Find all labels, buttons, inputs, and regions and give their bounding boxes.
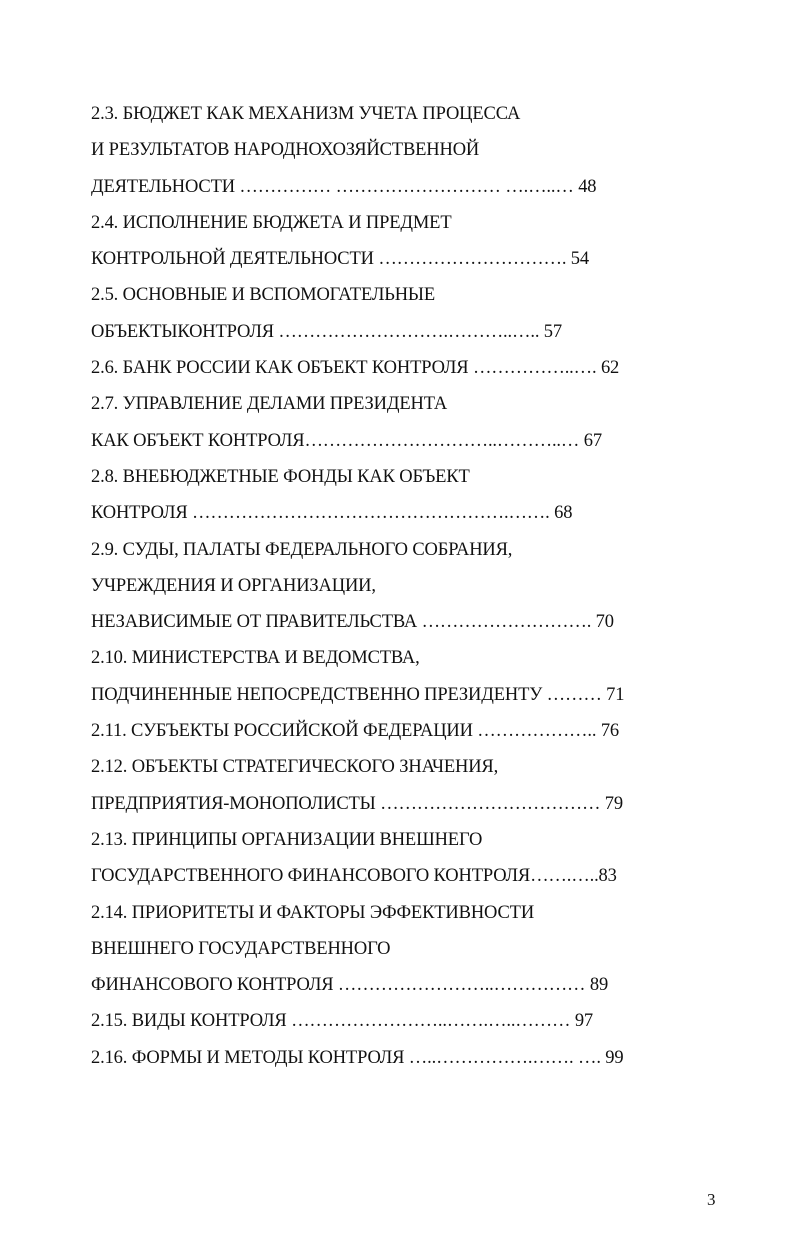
toc-line: ГОСУДАРСТВЕННОГО ФИНАНСОВОГО КОНТРОЛЯ…….…..83 xyxy=(91,866,617,887)
toc-line: 2.14. ПРИОРИТЕТЫ И ФАКТОРЫ ЭФФЕКТИВНОСТИ xyxy=(91,902,535,923)
toc-line: ВНЕШНЕГО ГОСУДАРСТВЕННОГО xyxy=(91,938,391,959)
page-number: 3 xyxy=(707,1190,716,1209)
toc-line: 2.16. ФОРМЫ И МЕТОДЫ КОНТРОЛЯ …..…………….……. …. 99 xyxy=(91,1047,624,1068)
toc-line: 2.4. ИСПОЛНЕНИЕ БЮДЖЕТА И ПРЕДМЕТ xyxy=(91,212,452,233)
toc-line: ПРЕДПРИЯТИЯ-МОНОПОЛИСТЫ ……………………………… 79 xyxy=(91,793,623,814)
toc-line: КАК ОБЪЕКТ КОНТРОЛЯ…………………………..………..… 67 xyxy=(91,430,602,451)
toc-line: ОБЪЕКТЫКОНТРОЛЯ ……………………….………..….. 57 xyxy=(91,321,562,342)
toc-line: И РЕЗУЛЬТАТОВ НАРОДНОХОЗЯЙСТВЕННОЙ xyxy=(91,140,480,161)
toc-line: 2.13. ПРИНЦИПЫ ОРГАНИЗАЦИИ ВНЕШНЕГО xyxy=(91,829,483,850)
toc-line: 2.9. СУДЫ, ПАЛАТЫ ФЕДЕРАЛЬНОГО СОБРАНИЯ, xyxy=(91,539,513,560)
toc-line: 2.12. ОБЪЕКТЫ СТРАТЕГИЧЕСКОГО ЗНАЧЕНИЯ, xyxy=(91,757,499,778)
table-of-contents xyxy=(91,96,681,1076)
toc-line: ФИНАНСОВОГО КОНТРОЛЯ ……………………..…………… 89 xyxy=(91,975,609,996)
toc-line: ДЕЯТЕЛЬНОСТИ …………… ……………………… ….…..… 48 xyxy=(91,176,597,197)
toc-line: 2.11. СУБЪЕКТЫ РОССИЙСКОЙ ФЕДЕРАЦИИ ……………….. 76 xyxy=(91,721,620,742)
toc-line: 2.10. МИНИСТЕРСТВА И ВЕДОМСТВА, xyxy=(91,648,420,669)
toc-line: 2.6. БАНК РОССИИ КАК ОБЪЕКТ КОНТРОЛЯ ……………..…. 62 xyxy=(91,358,620,379)
toc-line: ПОДЧИНЕННЫЕ НЕПОСРЕДСТВЕННО ПРЕЗИДЕНТУ ……… 71 xyxy=(91,684,625,705)
toc-line: КОНТРОЛЬНОЙ ДЕЯТЕЛЬНОСТИ …………………………. 54 xyxy=(91,249,589,270)
toc-line: 2.8. ВНЕБЮДЖЕТНЫЕ ФОНДЫ КАК ОБЪЕКТ xyxy=(91,466,470,487)
toc-line: 2.15. ВИДЫ КОНТРОЛЯ ……………………..…….…..……… 97 xyxy=(91,1011,594,1032)
toc-line: 2.5. ОСНОВНЫЕ И ВСПОМОГАТЕЛЬНЫЕ xyxy=(91,285,436,306)
toc-line: НЕЗАВИСИМЫЕ ОТ ПРАВИТЕЛЬСТВА ………………………. 70 xyxy=(91,612,614,633)
toc-line: КОНТРОЛЯ …………………………………………….……. 68 xyxy=(91,503,573,524)
toc-line: 2.7. УПРАВЛЕНИЕ ДЕЛАМИ ПРЕЗИДЕНТА xyxy=(91,394,448,415)
toc-line: 2.3. БЮДЖЕТ КАК МЕХАНИЗМ УЧЕТА ПРОЦЕССА xyxy=(91,104,521,124)
toc-line: УЧРЕЖДЕНИЯ И ОРГАНИЗАЦИИ, xyxy=(91,575,376,596)
